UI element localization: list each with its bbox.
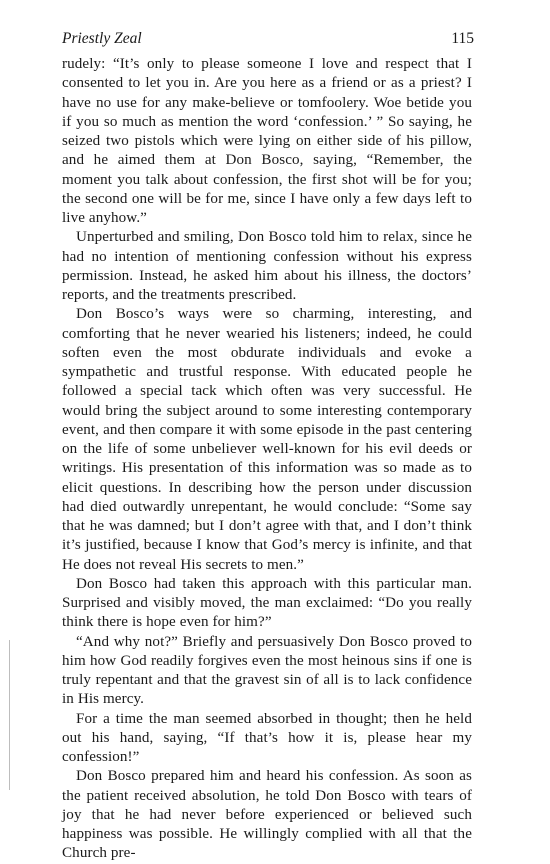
body-text <box>62 55 472 864</box>
running-title: Priestly Zeal <box>62 30 142 47</box>
paragraph: Unperturbed and smiling, Don Bosco told him to relax, since he had no intention of mentioning confession without his express permission. Instead, he asked him about his illness, the doctors’ reports, and the treatments prescribed. <box>62 229 472 303</box>
paragraph: Don Bosco had taken this approach with this particular man. Surprised and visibly moved, the man exclaimed: “Do you really think there is hope even for him?” <box>62 575 472 631</box>
scan-margin-line <box>9 640 10 790</box>
paragraph: “And why not?” Briefly and persuasively Don Bosco proved to him how God readily forgives even the most heinous sins if one is truly repentant and that the gravest sin of all is to lack confidence in His mercy. <box>62 633 472 708</box>
running-head <box>62 30 474 50</box>
paragraph-continued: rudely: “It’s only to please someone I love and respect that I consented to let you in. Are you here as a friend or as a priest? I have no use for any make-believe or tomfoolery. Woe betide you if you so much as mention the word ‘confession.’ ” So saying, he seized two pistols which were lying on either side of his pillow, and he aimed them at Don Bosco, saying, “Remember, the moment you talk about confession, the first shot will be for you; the second one will be for me, since I have only a few days left to live anyhow.” <box>62 56 472 226</box>
paragraph: Don Bosco prepared him and heard his confession. As soon as the patient received absolution, he told Don Bosco with tears of joy that he had never before experienced or believed such happiness was possible. He willingly complied with all that the Church pre- <box>62 768 472 862</box>
paragraph: For a time the man seemed absorbed in thought; then he held out his hand, saying, “If that’s how it is, please hear my confession!” <box>62 710 472 765</box>
paragraph: Don Bosco’s ways were so charming, interesting, and comforting that he never wearied his listeners; indeed, he could soften even the most obdurate individuals and evoke a sympathetic and trustful response. With educated people he followed a special tack which often was very successful. He would bring the subject around to some interesting contemporary event, and then compare it with some episode in the past centering on the life of some unbeliever well-known for his evil deeds or writings. His presentation of this information was so made as to elicit questions. In describing how the person under discussion had died outwardly unrepentant, he would conclude: “Some say that he was damned; but I don’t agree with that, and I don’t think it’s justified, because I know that God’s mercy is infinite, and that He does not reveal His secrets to men.” <box>62 306 472 573</box>
page-number: 115 <box>451 30 474 47</box>
